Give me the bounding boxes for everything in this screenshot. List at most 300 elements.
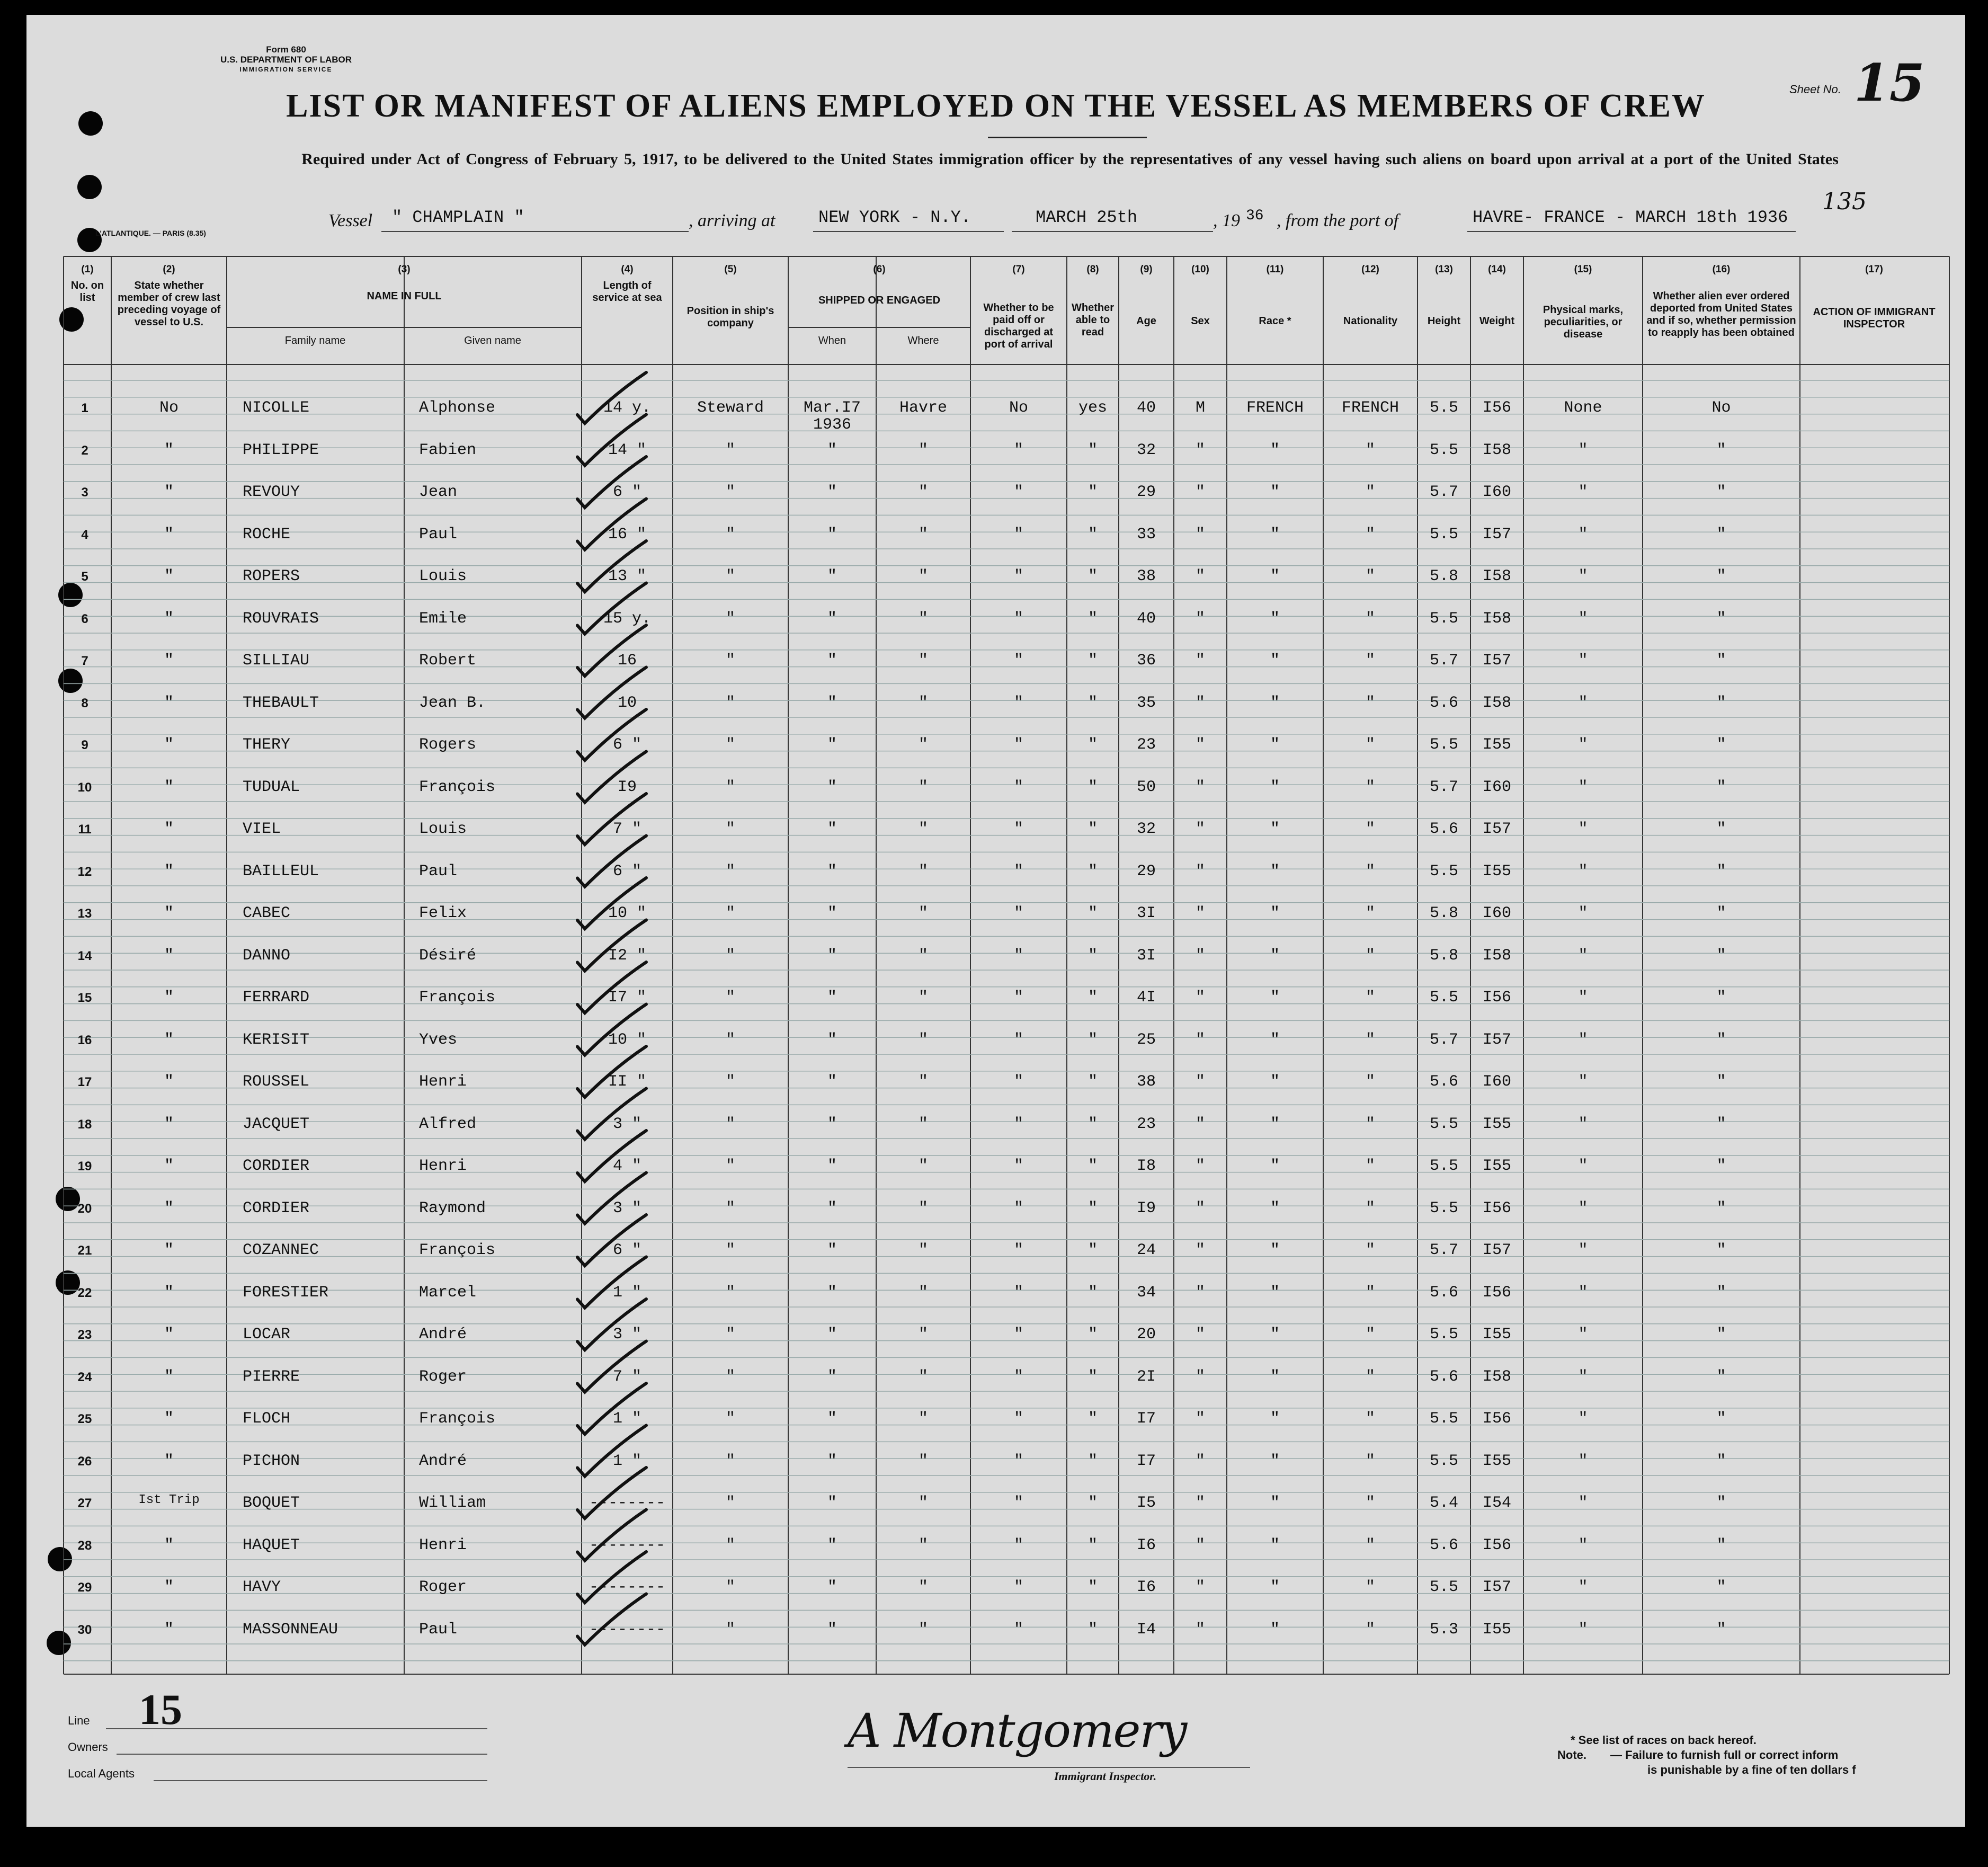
column-number: (11): [1266, 264, 1284, 275]
cell-crew: ": [164, 820, 174, 838]
cell-weight: I55: [1482, 1326, 1511, 1344]
cell-marks: ": [1578, 778, 1588, 796]
cell-race: ": [1270, 736, 1280, 754]
cell-service: 10: [617, 694, 637, 712]
cell-marks: ": [1578, 946, 1588, 965]
cell-paid: ": [1013, 652, 1023, 670]
row-number: 13: [77, 906, 92, 921]
cell-position: ": [725, 1115, 735, 1133]
cell-when: ": [827, 1367, 837, 1386]
cell-given: Raymond: [419, 1199, 486, 1217]
cell-paid: ": [1013, 820, 1023, 838]
cell-age: 40: [1136, 609, 1156, 628]
cell-height: 5.5: [1429, 862, 1458, 881]
cell-read: ": [1087, 904, 1098, 922]
cell-sex: M: [1195, 399, 1205, 417]
cell-where: Havre: [899, 399, 947, 417]
cell-given: Henri: [419, 1157, 467, 1175]
cell-race: ": [1270, 1030, 1280, 1049]
cell-crew: ": [164, 946, 174, 965]
cell-age: 3I: [1136, 904, 1156, 922]
cell-position: ": [725, 1452, 735, 1470]
column-number: (16): [1712, 264, 1731, 275]
cell-sex: ": [1195, 946, 1205, 965]
cell-read: ": [1087, 1578, 1098, 1596]
cell-nat: ": [1365, 1157, 1375, 1175]
cell-read: ": [1087, 1073, 1098, 1091]
cell-position: ": [725, 989, 735, 1007]
cell-nat: ": [1365, 989, 1375, 1007]
cell-race: ": [1270, 1326, 1280, 1344]
cell-where: ": [918, 525, 928, 544]
cell-height: 5.7: [1429, 1030, 1458, 1049]
cell-deported: ": [1716, 1367, 1726, 1386]
cell-where: ": [918, 609, 928, 628]
cell-sex: ": [1195, 989, 1205, 1007]
row-number: 6: [81, 611, 88, 626]
cell-age: 32: [1136, 441, 1156, 459]
cell-service: 6 ": [612, 736, 641, 754]
cell-sex: ": [1195, 441, 1205, 459]
cell-marks: ": [1578, 904, 1588, 922]
cell-where: ": [918, 1452, 928, 1470]
cell-crew: ": [164, 1030, 174, 1049]
cell-read: ": [1087, 1452, 1098, 1470]
column-number: (5): [724, 264, 737, 275]
cell-age: 20: [1136, 1326, 1156, 1344]
cell-crew: ": [164, 736, 174, 754]
cell-crew: ": [164, 1578, 174, 1596]
cell-position: ": [725, 1494, 735, 1512]
cell-race: ": [1270, 567, 1280, 585]
cell-position: ": [725, 609, 735, 628]
cell-deported: ": [1716, 820, 1726, 838]
cell-deported: ": [1716, 946, 1726, 965]
cell-when: ": [827, 483, 837, 501]
cell-sex: ": [1195, 862, 1205, 881]
line-label: Line: [68, 1714, 90, 1727]
races-note: * See list of races on back hereof.: [1571, 1733, 1757, 1747]
cell-family: PICHON: [243, 1452, 300, 1470]
cell-deported: ": [1716, 1115, 1726, 1133]
note-text-continued: is punishable by a fine of ten dollars f: [1647, 1763, 1856, 1776]
column-header: SHIPPED OR ENGAGED: [818, 295, 941, 306]
cell-weight: I56: [1482, 1536, 1511, 1554]
cell-weight: I58: [1482, 441, 1511, 459]
cell-paid: ": [1013, 1452, 1023, 1470]
cell-position: ": [725, 1578, 735, 1596]
cell-service: 15 y.: [603, 609, 651, 628]
cell-deported: ": [1716, 1073, 1726, 1091]
cell-sex: ": [1195, 736, 1205, 754]
cell-age: 38: [1136, 1073, 1156, 1091]
cell-deported: ": [1716, 567, 1726, 585]
cell-paid: ": [1013, 1326, 1023, 1344]
cell-nat: ": [1365, 1536, 1375, 1554]
cell-family: LOCAR: [243, 1326, 291, 1344]
cell-given: Henri: [419, 1073, 467, 1091]
cell-sex: ": [1195, 1199, 1205, 1217]
cell-height: 5.5: [1429, 525, 1458, 544]
row-number: 27: [77, 1496, 92, 1510]
cell-position: ": [725, 904, 735, 922]
cell-service: 7 ": [612, 820, 641, 838]
cell-marks: ": [1578, 1030, 1588, 1049]
cell-sex: ": [1195, 1073, 1205, 1091]
cell-where: ": [918, 778, 928, 796]
cell-age: 34: [1136, 1283, 1156, 1302]
cell-weight: I56: [1482, 1283, 1511, 1302]
cell-position: ": [725, 1073, 735, 1091]
signature-line: [848, 1767, 1250, 1768]
cell-sex: ": [1195, 904, 1205, 922]
cell-given: Fabien: [419, 441, 477, 459]
local-agents-label: Local Agents: [68, 1767, 135, 1780]
cell-position: ": [725, 567, 735, 585]
cell-deported: ": [1716, 1283, 1726, 1302]
column-number: (15): [1574, 264, 1592, 275]
handwritten-number: 135: [1822, 188, 1867, 215]
cell-given: Yves: [419, 1030, 458, 1049]
cell-service: --------: [589, 1494, 666, 1512]
cell-paid: ": [1013, 1073, 1023, 1091]
cell-marks: ": [1578, 989, 1588, 1007]
cell-service: 13 ": [608, 567, 646, 585]
cell-when: ": [827, 1115, 837, 1133]
cell-deported: ": [1716, 1578, 1726, 1596]
owners-fill: [117, 1754, 487, 1755]
cell-weight: I54: [1482, 1494, 1511, 1512]
cell-given: François: [419, 1241, 496, 1259]
cell-weight: I58: [1482, 694, 1511, 712]
cell-family: COZANNEC: [243, 1241, 319, 1259]
cell-race: ": [1270, 1452, 1280, 1470]
cell-paid: ": [1013, 862, 1023, 881]
cell-sex: ": [1195, 1452, 1205, 1470]
cell-service: I2 ": [608, 946, 646, 965]
cell-crew: ": [164, 1283, 174, 1302]
cell-paid: ": [1013, 946, 1023, 965]
cell-when: ": [827, 946, 837, 965]
column-number: (7): [1012, 264, 1025, 275]
cell-weight: I55: [1482, 736, 1511, 754]
cell-deported: ": [1716, 1199, 1726, 1217]
cell-family: SILLIAU: [243, 652, 310, 670]
cell-crew: ": [164, 441, 174, 459]
cell-where: ": [918, 1620, 928, 1639]
owners-label: Owners: [68, 1740, 108, 1754]
cell-family: CORDIER: [243, 1199, 310, 1217]
cell-crew: ": [164, 1241, 174, 1259]
cell-weight: I58: [1482, 609, 1511, 628]
cell-paid: ": [1013, 1620, 1023, 1639]
cell-deported: ": [1716, 652, 1726, 670]
row-number: 19: [77, 1159, 92, 1173]
cell-where: ": [918, 441, 928, 459]
cell-weight: I58: [1482, 567, 1511, 585]
cell-service: I7 ": [608, 989, 646, 1007]
column-number: (4): [621, 264, 634, 275]
cell-marks: ": [1578, 483, 1588, 501]
cell-position: ": [725, 652, 735, 670]
cell-position: ": [725, 1326, 735, 1344]
cell-family: KERISIT: [243, 1030, 310, 1049]
cell-deported: ": [1716, 1536, 1726, 1554]
cell-deported: ": [1716, 1241, 1726, 1259]
cell-sex: ": [1195, 1410, 1205, 1428]
cell-given: Henri: [419, 1536, 467, 1554]
cell-sex: ": [1195, 525, 1205, 544]
cell-crew: ": [164, 1367, 174, 1386]
cell-height: 5.5: [1429, 1199, 1458, 1217]
cell-read: ": [1087, 441, 1098, 459]
cell-sex: ": [1195, 778, 1205, 796]
note-label: Note.: [1557, 1748, 1586, 1762]
cell-age: 25: [1136, 1030, 1156, 1049]
cell-family: BAILLEUL: [243, 862, 319, 881]
cell-deported: ": [1716, 778, 1726, 796]
cell-family: ROUSSEL: [243, 1073, 310, 1091]
departure-port: HAVRE- FRANCE - MARCH 18th 1936: [1473, 208, 1788, 227]
column-number: (17): [1865, 264, 1883, 275]
cell-service: 1 ": [612, 1283, 641, 1302]
cell-sex: ": [1195, 820, 1205, 838]
cell-service: 6 ": [612, 483, 641, 501]
subheader-when: When: [818, 335, 846, 346]
column-header: Height: [1427, 315, 1461, 327]
cell-race: ": [1270, 483, 1280, 501]
cell-age: 2I: [1136, 1367, 1156, 1386]
column-number: (3): [398, 264, 411, 275]
cell-weight: I56: [1482, 1410, 1511, 1428]
cell-nat: ": [1365, 1410, 1375, 1428]
cell-deported: No: [1711, 399, 1731, 417]
cell-family: REVOUY: [243, 483, 300, 501]
cell-nat: ": [1365, 1326, 1375, 1344]
cell-deported: ": [1716, 483, 1726, 501]
agents-fill: [154, 1780, 487, 1781]
inspector-label: Immigrant Inspector.: [1054, 1770, 1157, 1783]
cell-family: MASSONNEAU: [243, 1620, 338, 1639]
cell-weight: I57: [1482, 820, 1511, 838]
cell-crew: ": [164, 1410, 174, 1428]
column-header: Sex: [1191, 315, 1210, 327]
cell-marks: ": [1578, 1073, 1588, 1091]
cell-family: CABEC: [243, 904, 291, 922]
cell-where: ": [918, 1073, 928, 1091]
row-number: 8: [81, 696, 88, 710]
cell-age: I6: [1136, 1578, 1156, 1596]
column-header: Weight: [1479, 315, 1515, 327]
cell-marks: None: [1564, 399, 1602, 417]
column-header: Whether able to read: [1072, 302, 1114, 338]
cell-deported: ": [1716, 862, 1726, 881]
cell-nat: ": [1365, 1073, 1375, 1091]
cell-height: 5.4: [1429, 1494, 1458, 1512]
form-number: Form 680 U.S. DEPARTMENT OF LABOR IMMIGRATION SERVICE: [220, 45, 352, 73]
subheader-family-name: Family name: [284, 335, 346, 346]
cell-height: 5.8: [1429, 567, 1458, 585]
cell-paid: ": [1013, 736, 1023, 754]
row-number: 22: [77, 1285, 92, 1300]
cell-height: 5.5: [1429, 989, 1458, 1007]
cell-family: FORESTIER: [243, 1283, 329, 1302]
cell-given: Alphonse: [419, 399, 496, 417]
row-number: 16: [77, 1033, 92, 1047]
printer-mark: L'ATLANTIQUE. — PARIS (8.35): [95, 229, 206, 237]
cell-marks: ": [1578, 1536, 1588, 1554]
cell-read: ": [1087, 989, 1098, 1007]
cell-position: ": [725, 1199, 735, 1217]
cell-service: 14 ": [608, 441, 646, 459]
cell-weight: I57: [1482, 1578, 1511, 1596]
cell-race: ": [1270, 1410, 1280, 1428]
sheet-label: Sheet No.: [1789, 83, 1841, 96]
cell-sex: ": [1195, 1157, 1205, 1175]
cell-read: ": [1087, 567, 1098, 585]
cell-height: 5.5: [1429, 736, 1458, 754]
cell-given: Felix: [419, 904, 467, 922]
row-number: 3: [81, 485, 88, 500]
cell-paid: ": [1013, 1367, 1023, 1386]
cell-family: THERY: [243, 736, 291, 754]
cell-service: 1 ": [612, 1410, 641, 1428]
cell-paid: ": [1013, 778, 1023, 796]
cell-height: 5.6: [1429, 1073, 1458, 1091]
cell-age: I8: [1136, 1157, 1156, 1175]
cell-weight: I55: [1482, 1452, 1511, 1470]
column-header: Nationality: [1343, 315, 1398, 327]
cell-given: André: [419, 1326, 467, 1344]
cell-when: ": [827, 1283, 837, 1302]
cell-race: ": [1270, 862, 1280, 881]
cell-read: ": [1087, 862, 1098, 881]
year-label: , 19: [1213, 211, 1240, 230]
cell-crew: ": [164, 1073, 174, 1091]
cell-service: 7 ": [612, 1367, 641, 1386]
cell-service: --------: [589, 1536, 666, 1554]
cell-family: JACQUET: [243, 1115, 310, 1133]
cell-given: François: [419, 989, 496, 1007]
cell-age: I7: [1136, 1410, 1156, 1428]
cell-marks: ": [1578, 694, 1588, 712]
column-header: Position in ship's company: [687, 305, 774, 329]
cell-height: 5.8: [1429, 946, 1458, 965]
cell-when: ": [827, 736, 837, 754]
cell-paid: ": [1013, 1494, 1023, 1512]
cell-age: 4I: [1136, 989, 1156, 1007]
cell-given: Paul: [419, 862, 458, 881]
cell-where: ": [918, 1410, 928, 1428]
vessel-name: " CHAMPLAIN ": [392, 208, 524, 227]
cell-paid: ": [1013, 1578, 1023, 1596]
cell-nat: ": [1365, 862, 1375, 881]
row-number: 10: [77, 780, 92, 795]
cell-read: ": [1087, 1115, 1098, 1133]
cell-where: ": [918, 1157, 928, 1175]
cell-family: BOQUET: [243, 1494, 300, 1512]
cell-crew: ": [164, 567, 174, 585]
cell-weight: I55: [1482, 1115, 1511, 1133]
cell-paid: ": [1013, 1241, 1023, 1259]
cell-when: Mar.I7: [803, 399, 861, 417]
cell-height: 5.8: [1429, 904, 1458, 922]
cell-race: FRENCH: [1246, 399, 1304, 417]
sheet-number: 15: [1854, 53, 1925, 113]
cell-nat: ": [1365, 567, 1375, 585]
cell-crew: ": [164, 652, 174, 670]
cell-sex: ": [1195, 1283, 1205, 1302]
cell-read: ": [1087, 694, 1098, 712]
cell-where: ": [918, 1115, 928, 1133]
cell-read: ": [1087, 1620, 1098, 1639]
cell-paid: ": [1013, 525, 1023, 544]
cell-paid: ": [1013, 904, 1023, 922]
column-header: Race *: [1259, 315, 1291, 327]
cell-race: ": [1270, 1578, 1280, 1596]
cell-weight: I55: [1482, 1157, 1511, 1175]
cell-service: 14 y.: [603, 399, 651, 417]
cell-when: ": [827, 1494, 837, 1512]
cell-sex: ": [1195, 1494, 1205, 1512]
cell-service: --------: [589, 1578, 666, 1596]
cell-when: ": [827, 1620, 837, 1639]
cell-height: 5.7: [1429, 1241, 1458, 1259]
cell-position: ": [725, 1536, 735, 1554]
cell-where: ": [918, 1536, 928, 1554]
cell-crew: ": [164, 1157, 174, 1175]
cell-crew: Ist Trip: [138, 1493, 200, 1507]
cell-given: Marcel: [419, 1283, 477, 1302]
cell-read: ": [1087, 1157, 1098, 1175]
cell-family: NICOLLE: [243, 399, 310, 417]
cell-height: 5.6: [1429, 694, 1458, 712]
cell-deported: ": [1716, 694, 1726, 712]
cell-weight: I60: [1482, 1073, 1511, 1091]
cell-family: THEBAULT: [243, 694, 319, 712]
cell-age: 33: [1136, 525, 1156, 544]
cell-height: 5.5: [1429, 1578, 1458, 1596]
cell-read: ": [1087, 609, 1098, 628]
column-number: (6): [873, 264, 886, 275]
cell-nat: ": [1365, 694, 1375, 712]
from-port-label: , from the port of: [1277, 211, 1399, 230]
column-number: (8): [1086, 264, 1099, 275]
cell-when: ": [827, 567, 837, 585]
cell-weight: I56: [1482, 989, 1511, 1007]
row-number: 18: [77, 1117, 92, 1132]
cell-nat: ": [1365, 778, 1375, 796]
cell-age: 29: [1136, 483, 1156, 501]
cell-race: ": [1270, 904, 1280, 922]
cell-position: ": [725, 1157, 735, 1175]
cell-weight: I56: [1482, 399, 1511, 417]
arrival-date: MARCH 25th: [1036, 208, 1138, 227]
cell-marks: ": [1578, 820, 1588, 838]
cell-marks: ": [1578, 1620, 1588, 1639]
cell-marks: ": [1578, 1367, 1588, 1386]
cell-service: II ": [608, 1073, 646, 1091]
cell-where: ": [918, 1030, 928, 1049]
row-number: 20: [77, 1201, 92, 1216]
cell-family: PHILIPPE: [243, 441, 319, 459]
cell-crew: ": [164, 1536, 174, 1554]
cell-when: ": [827, 904, 837, 922]
cell-position: ": [725, 1030, 735, 1049]
cell-age: I4: [1136, 1620, 1156, 1639]
cell-nat: ": [1365, 1620, 1375, 1639]
column-header: ACTION OF IMMIGRANT INSPECTOR: [1813, 306, 1936, 330]
